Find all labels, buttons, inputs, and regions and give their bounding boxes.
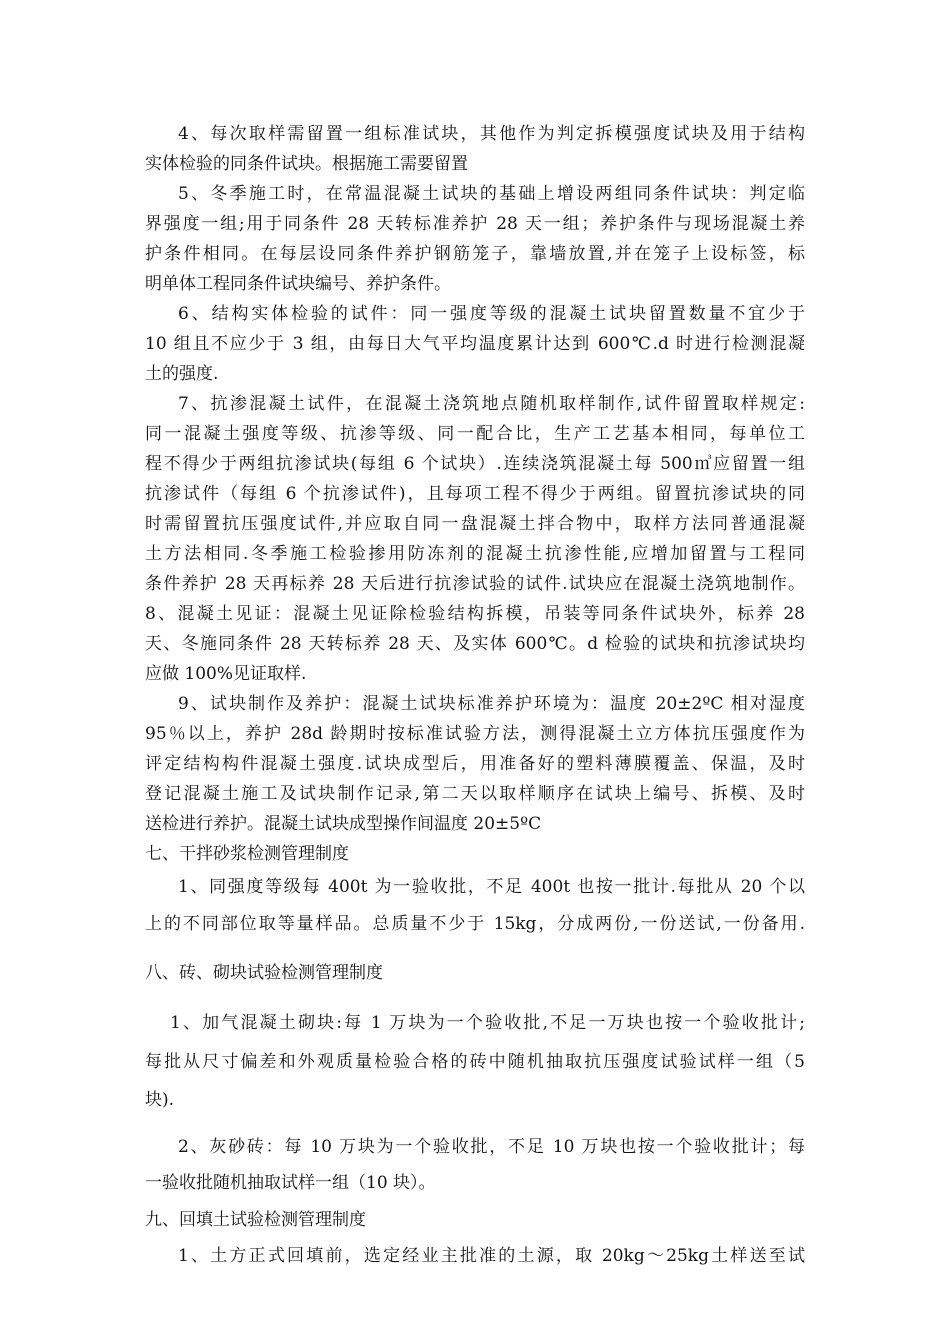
text-line: 8、混凝土见证：混凝土见证除检验结构拆模，吊装等同条件试块外，标养 28	[145, 604, 805, 624]
text-line: 界强度一组;用于同条件 28 天转标准养护 28 天一组；养护条件与现场混凝土养	[145, 214, 805, 234]
text-line: 95％以上，养护 28d 龄期时按标准试验方法，测得混凝土立方体抗压强度作为	[145, 724, 805, 744]
text-line: 应做 100%见证取样.	[145, 664, 307, 684]
text-line: 护条件相同。在每层设同条件养护钢筋笼子，靠墙放置,并在笼子上设标签，标	[145, 244, 805, 264]
text-line: 土方法相同.冬季施工检验掺用防冻剂的混凝土抗渗性能,应增加留置与工程同	[145, 544, 805, 564]
text-line: 2、灰砂砖：每 10 万块为一个验收批，不足 10 万块也按一个验收批计；每	[178, 1137, 805, 1157]
text-line: 一验收批随机抽取试样一组（10 块）。	[145, 1173, 436, 1193]
text-line: 送检进行养护。混凝土试块成型操作间温度 20±5ºC	[145, 814, 542, 834]
text-line: 同一混凝土强度等级、抗渗等级、同一配合比，生产工艺基本相同，每单位工	[145, 424, 805, 444]
text-line: 抗渗试件（每组 6 个抗渗试件)，且每项工程不得少于两组。留置抗渗试块的同	[145, 484, 805, 504]
section-heading: 七、干拌砂浆检测管理制度	[145, 844, 349, 864]
section-heading: 八、砖、砌块试验检测管理制度	[145, 963, 383, 983]
text-line: 评定结构构件混凝土强度.试块成型后，用准备好的塑料薄膜覆盖、保温，及时	[145, 754, 805, 774]
text-line: 4、每次取样需留置一组标准试块，其他作为判定拆模强度试块及用于结构	[178, 124, 805, 144]
text-line: 1、土方正式回填前，选定经业主批准的土源，取 20kg～25kg土样送至试	[178, 1246, 805, 1266]
text-line: 天、冬施同条件 28 天转标养 28 天、及实体 600℃。d 检验的试块和抗渗试块均	[145, 634, 805, 654]
text-line: 明单体工程同条件试块编号、养护条件。	[145, 274, 451, 294]
section-heading: 九、回填土试验检测管理制度	[145, 1210, 366, 1230]
text-line: 上的不同部位取等量样品。总质量不少于 15kg，分成两份,一份送试,一份备用.	[145, 914, 805, 934]
text-line: 1、同强度等级每 400t 为一验收批，不足 400t 也按一批计.每批从 20 个以	[178, 877, 805, 897]
text-line: 程不得少于两组抗渗试块(每组 6 个试块）.连续浇筑混凝土每 500㎥应留置一组	[145, 454, 805, 474]
text-line: 10 组且不应少于 3 组，由每日大气平均温度累计达到 600℃.d 时进行检测混凝	[145, 334, 805, 354]
text-line: 块).	[145, 1090, 175, 1110]
text-line: 条件养护 28 天再标养 28 天后进行抗渗试验的试件.试块应在混凝土浇筑地制作。	[145, 574, 805, 594]
text-line: 登记混凝土施工及试块制作记录,第二天以取样顺序在试块上编号、拆模、及时	[145, 784, 805, 804]
text-line: 时需留置抗压强度试件,并应取自同一盘混凝土拌合物中，取样方法同普通混凝	[145, 514, 805, 534]
text-line: 1、加气混凝土砌块:每 1 万块为一个验收批,不足一万块也按一个验收批计;	[170, 1013, 805, 1033]
text-line: 7、抗渗混凝土试件，在混凝土浇筑地点随机取样制作,试件留置取样规定:	[178, 394, 805, 414]
text-line: 土的强度.	[145, 364, 219, 384]
text-line: 6、结构实体检验的试件：同一强度等级的混凝土试块留置数量不宜少于	[178, 304, 805, 324]
text-line: 9、试块制作及养护：混凝土试块标准养护环境为：温度 20±2ºC 相对湿度	[178, 694, 805, 714]
text-line: 5、冬季施工时，在常温混凝土试块的基础上增设两组同条件试块：判定临	[178, 184, 805, 204]
text-line: 每批从尺寸偏差和外观质量检验合格的砖中随机抽取抗压强度试验试样一组（5	[145, 1052, 805, 1072]
text-line: 实体检验的同条件试块。根据施工需要留置	[145, 154, 468, 174]
